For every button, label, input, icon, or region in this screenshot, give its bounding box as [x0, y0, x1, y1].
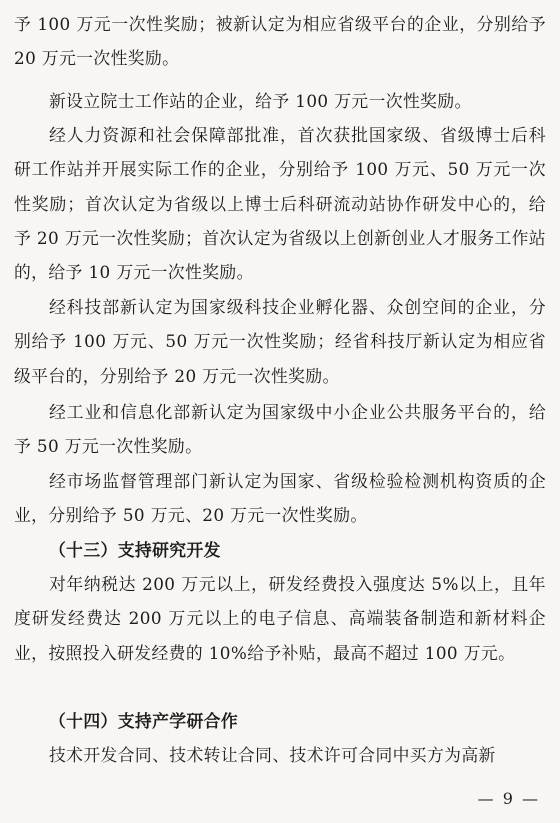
- paragraph-postdoctoral-workstation: 经人力资源和社会保障部批准，首次获批国家级、省级博士后科研工作站并开展实际工作的企业，分别给予 100 万元、50 万元一次性奖励；首次认定为省级以上博士后科研流动站协作研发中心的，给予 20 万元一次性奖励；首次认定为省级以上创新创业人才服务工作站的，给予 10 万元一次性奖励。: [14, 125, 546, 283]
- page-number: — 9 —: [477, 789, 540, 808]
- paragraph-rd-subsidy: 对年纳税达 200 万元以上，研发经费投入强度达 5%以上，且年度研发经费达 200 万元以上的电子信息、高端装备制造和新材料企业，按照投入研发经费的 10%给予补贴，最高不超过 100 万元。: [14, 574, 546, 663]
- paragraph-tech-contract: 技术开发合同、技术转让合同、技术许可合同中买方为高新: [49, 745, 496, 765]
- paragraph-inspection-testing: 经市场监督管理部门新认定为国家、省级检验检测机构资质的企业，分别给予 50 万元、20 万元一次性奖励。: [14, 471, 546, 526]
- paragraph-sme-service-platform: 经工业和信息化部新认定为国家级中小企业公共服务平台的，给予 50 万元一次性奖励。: [14, 402, 546, 457]
- paragraph-award-provincial-platform: 予 100 万元一次性奖励；被新认定为相应省级平台的企业，分别给予 20 万元一次性奖励。: [14, 14, 546, 69]
- section-heading-13: （十三）支持研究开发: [49, 540, 221, 560]
- section-heading-14: （十四）支持产学研合作: [49, 711, 238, 731]
- paragraph-incubator-award: 经科技部新认定为国家级科技企业孵化器、众创空间的企业，分别给予 100 万元、50 万元一次性奖励；经省科技厅新认定为相应省级平台的，分别给予 20 万元一次性奖励。: [14, 297, 546, 386]
- paragraph-academician-workstation: 新设立院士工作站的企业，给予 100 万元一次性奖励。: [49, 91, 472, 111]
